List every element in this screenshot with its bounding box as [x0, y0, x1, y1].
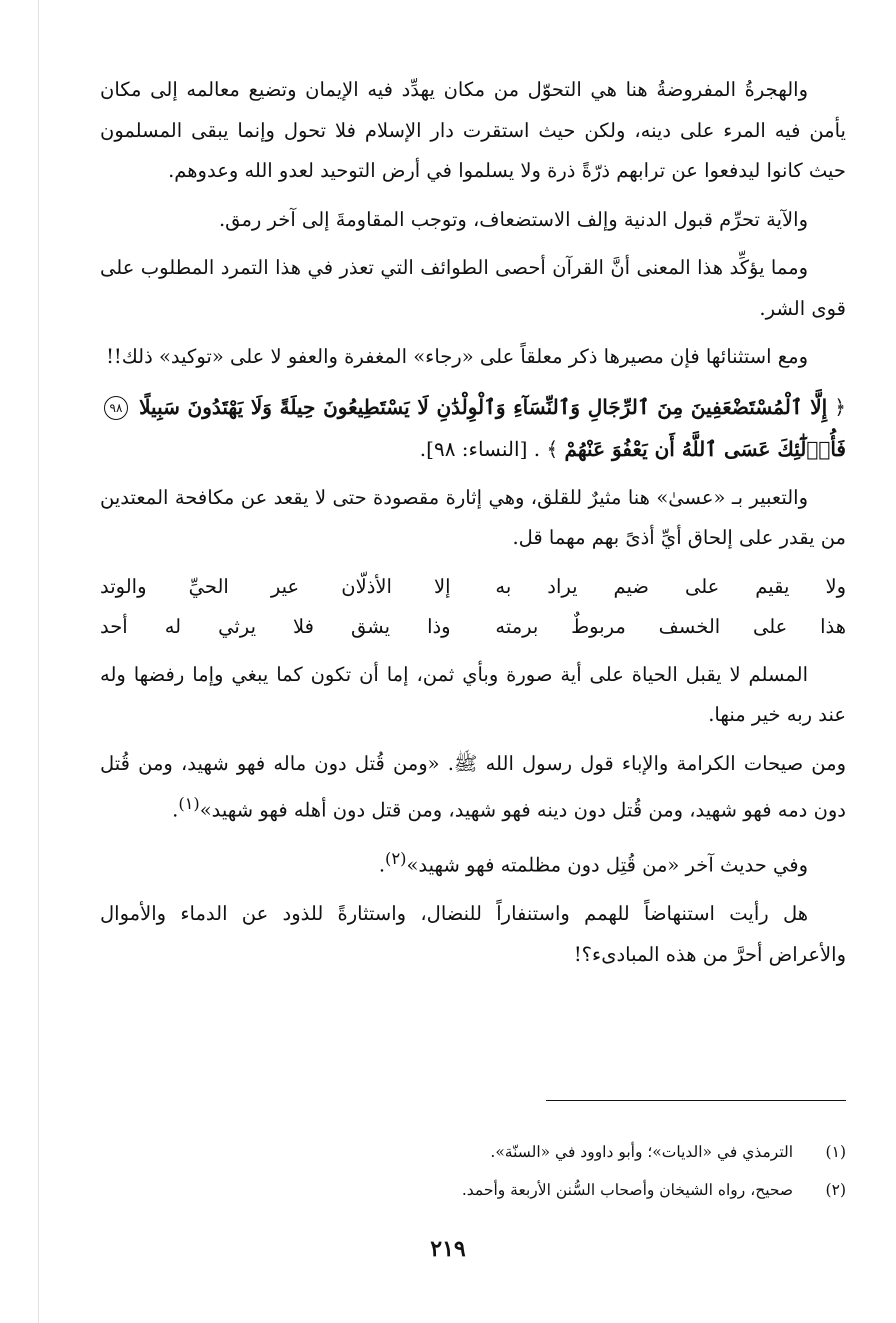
paragraph-dignity: المسلم لا يقبل الحياة على أية صورة وبأي ثمن، إما أن تكون كما يبغي وإما رفضها وله عند ربه خير منها.	[100, 662, 846, 726]
poem-hemistich: إلا الأذلّان عير الحيِّ والوتد	[100, 574, 451, 598]
poem-block	[100, 567, 846, 647]
paragraph-hope: ومع استثنائها فإن مصيرها ذكر معلقاً على «رجاء» المغفرة والعفو لا على «توكيد» ذلك!!	[106, 345, 808, 368]
paragraph-exceptions: ومما يؤكِّد هذا المعنى أنَّ القرآن أحصى الطوائف التي تعذر في هذا التمرد المطلوب على قوى الشر.	[100, 256, 846, 320]
poem-hemistich: وذا يشق فلا يرثي له أحد	[100, 614, 451, 638]
paragraph-hijra: والهجرةُ المفروضةُ هنا هي التحوّل من مكان يهدِّد فيه الإيمان وتضيع معالمه إلى مكان يأمن فيه المرء على دينه، ولكن حيث استقرت دار الإسلام فلا تحول وإنما يبقى المسلمون حيث كانوا ليدفعوا عن ترابهم ذرّةً ذرة ولا يسلموا في أرض التوحيد لعدو الله وعدوهم.	[100, 78, 846, 182]
footnote-text: صحيح، رواه الشيخان وأصحاب السُّنن الأربعة وأحمد.	[461, 1181, 794, 1199]
sentence-end: .	[378, 853, 386, 877]
footnotes	[100, 1133, 846, 1209]
ayah-number-marker: ٩٨	[104, 396, 128, 420]
poem-line	[100, 567, 846, 607]
quran-open-bracket: ﴿	[834, 394, 846, 419]
footnote-number: (٢)	[825, 1181, 846, 1199]
paragraph-hadith-2	[100, 839, 846, 886]
footnote-text: الترمذي في «الديات»؛ وأبو داوود في «السنّة».	[490, 1143, 794, 1161]
hadith-text: وفي حديث آخر «من قُتِل دون مظلمته فهو شهيد»	[406, 853, 808, 877]
footnote-number: (١)	[825, 1143, 846, 1161]
poem-hemistich: ولا يقيم على ضيم يراد به	[495, 574, 846, 598]
poem-line	[100, 607, 846, 647]
footnote-ref: (١)	[178, 794, 200, 813]
hadith-text: ومن صيحات الكرامة والإباء قول رسول الله ﷺ. «ومن قُتل دون ماله فهو شهيد، ومن قُتل دون دمه فهو شهيد، ومن قُتل دون دينه فهو شهيد، ومن قتل دون أهله فهو شهيد»	[100, 751, 846, 822]
quran-verse-text-1: إِلَّا ٱلْمُسْتَضْعَفِينَ مِنَ ٱلرِّجَالِ وَٱلنِّسَآءِ وَٱلْوِلْدَٰنِ لَا يَسْتَطِيعُونَ حِيلَةً وَلَا يَهْتَدُونَ سَبِيلًا	[139, 394, 828, 419]
paragraph-conclusion: هل رأيت استنهاضاً للهمم واستنفاراً للنضال، واستثارةً للذود عن الدماء والأموال والأعراض أحرَّ من هذه المبادىء؟!	[100, 902, 846, 966]
page-number: ٢١٩	[430, 1236, 466, 1262]
quran-close-bracket: ﴾	[546, 436, 559, 461]
footnote	[100, 1133, 846, 1171]
page-fold-shadow	[38, 0, 39, 1323]
quran-verse-text-2: فَأُو۟لَٰٓئِكَ عَسَى ٱللَّهُ أَن يَعْفُوَ عَنْهُمْ	[564, 436, 846, 461]
quran-verse-block	[100, 386, 846, 470]
poem-hemistich: هذا على الخسف مربوطٌ برمته	[495, 614, 846, 638]
footnote-ref: (٢)	[385, 849, 407, 868]
main-text	[100, 70, 846, 983]
footnote	[100, 1171, 846, 1209]
quran-citation: . [النساء: ٩٨].	[419, 436, 541, 461]
footnote-separator	[546, 1100, 846, 1101]
paragraph-asa: والتعبير بـ «عسىٰ» هنا مثيرٌ للقلق، وهي إثارة مقصودة حتى لا يقعد عن مكافحة المعتدين من يقدر على إلحاق أيِّ أذىً بهم مهما قل.	[100, 485, 846, 549]
paragraph-verse-meaning: والآية تحرِّم قبول الدنية وإلف الاستضعاف، وتوجب المقاومةَ إلى آخر رمق.	[218, 207, 808, 231]
sentence-end: .	[172, 798, 179, 822]
paragraph-hadith-1	[100, 744, 846, 832]
